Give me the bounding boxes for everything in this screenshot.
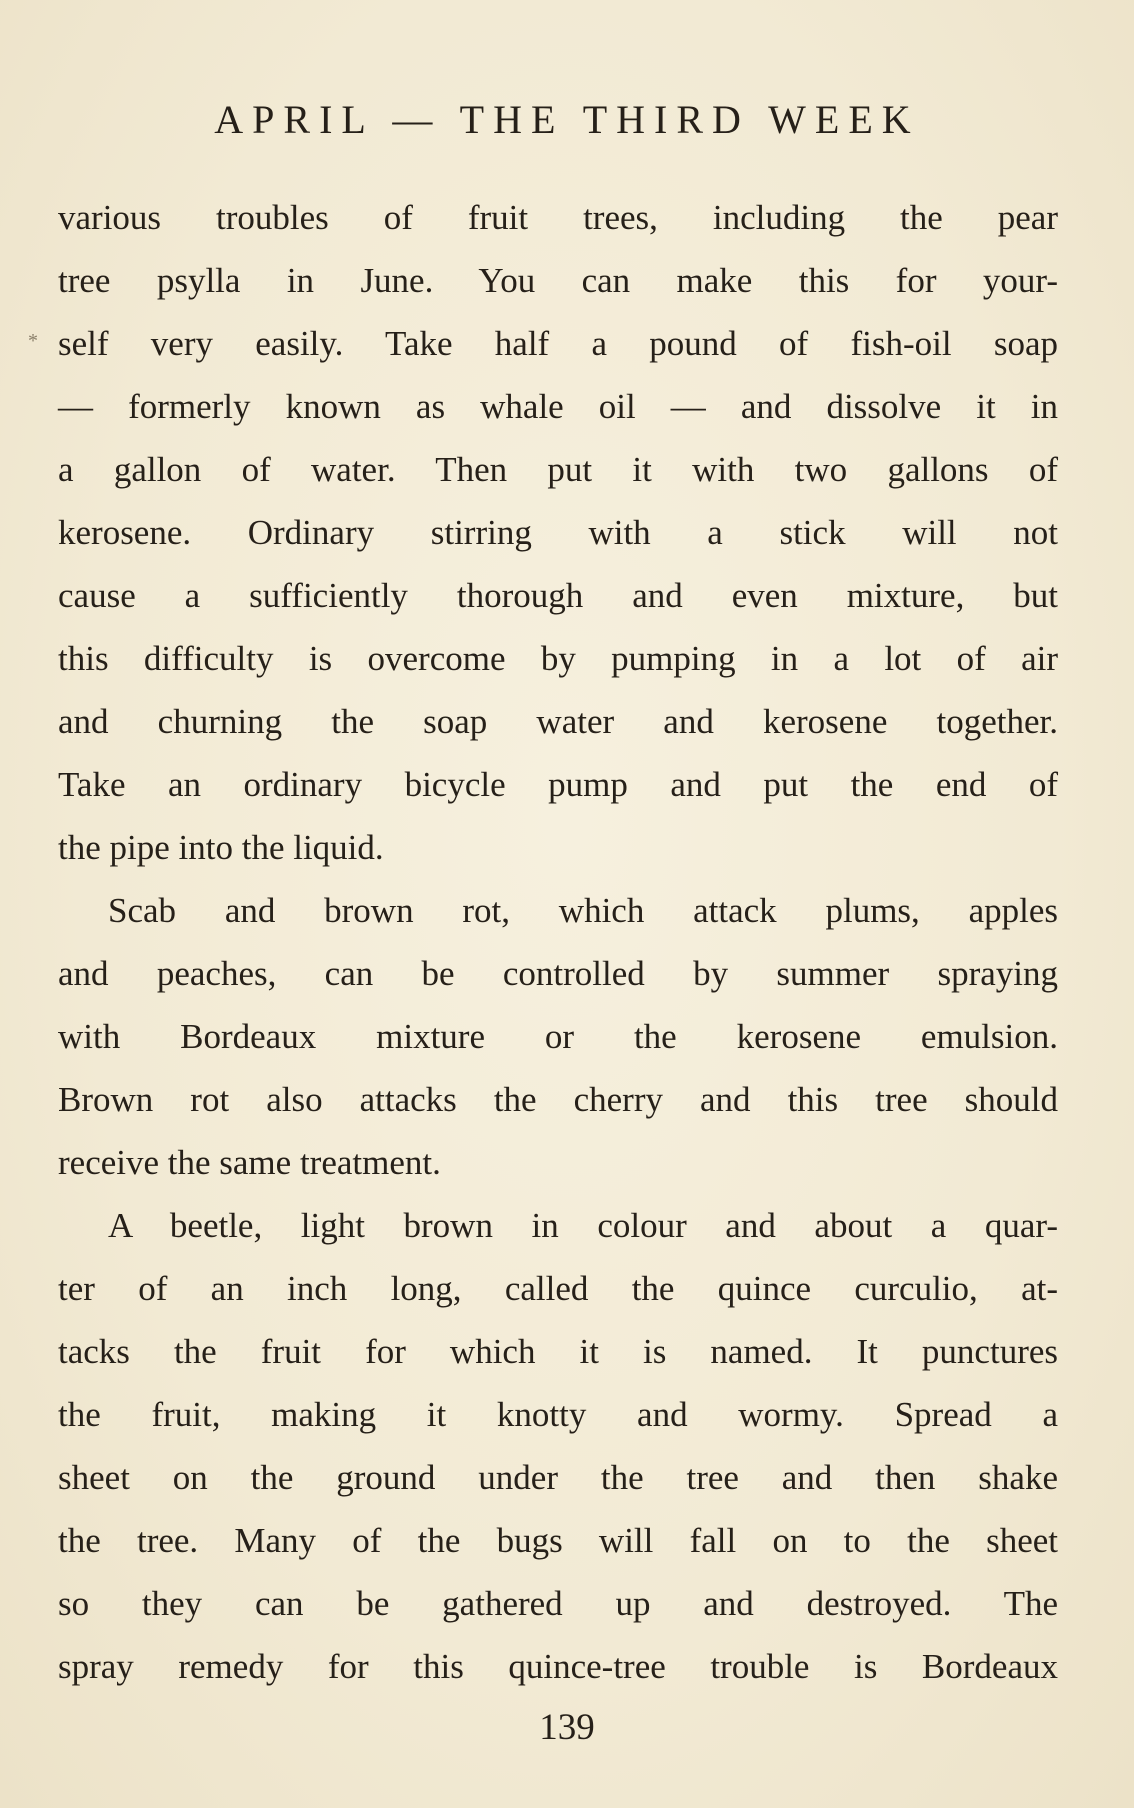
text-line: tree psylla in June. You can make this for your- <box>58 261 1058 300</box>
text-line: receive the same treatment. <box>58 1143 441 1182</box>
text-line: cause a sufficiently thorough and even mixture, but <box>58 576 1058 615</box>
text-line: ter of an inch long, called the quince curculio, at- <box>58 1269 1058 1308</box>
body-text <box>58 186 1058 1698</box>
text-line: kerosene. Ordinary stirring with a stick will not <box>58 513 1058 552</box>
text-line: the fruit, making it knotty and wormy. Spread a <box>58 1395 1058 1434</box>
text-line: with Bordeaux mixture or the kerosene emulsion. <box>58 1017 1058 1056</box>
paragraph-1 <box>58 186 1058 879</box>
text-line: tacks the fruit for which it is named. It punctures <box>58 1332 1058 1371</box>
text-line: sheet on the ground under the tree and then shake <box>58 1458 1058 1497</box>
text-line: self very easily. Take half a pound of fish-oil soap <box>58 324 1058 363</box>
margin-speck: * <box>28 330 38 352</box>
text-line: spray remedy for this quince-tree trouble is Bordeaux <box>58 1647 1058 1686</box>
text-line: — formerly known as whale oil — and dissolve it in <box>58 387 1058 426</box>
text-line: Brown rot also attacks the cherry and this tree should <box>58 1080 1058 1119</box>
text-line: this difficulty is overcome by pumping in a lot of air <box>58 639 1058 678</box>
paragraph-2 <box>58 879 1058 1194</box>
page-number: 139 <box>539 1707 595 1748</box>
text-line: A beetle, light brown in colour and about a quar- <box>108 1206 1058 1245</box>
text-line: various troubles of fruit trees, including the pear <box>58 198 1058 237</box>
text-line: and peaches, can be controlled by summer spraying <box>58 954 1058 993</box>
text-line: the pipe into the liquid. <box>58 828 384 867</box>
text-line: Scab and brown rot, which attack plums, apples <box>108 891 1058 930</box>
text-line: the tree. Many of the bugs will fall on to the sheet <box>58 1521 1058 1560</box>
paragraph-3 <box>58 1194 1058 1698</box>
text-line: so they can be gathered up and destroyed. The <box>58 1584 1058 1623</box>
running-header: APRIL — THE THIRD WEEK <box>214 97 920 142</box>
text-line: a gallon of water. Then put it with two gallons of <box>58 450 1058 489</box>
text-line: and churning the soap water and kerosene together. <box>58 702 1058 741</box>
text-line: Take an ordinary bicycle pump and put the end of <box>58 765 1058 804</box>
